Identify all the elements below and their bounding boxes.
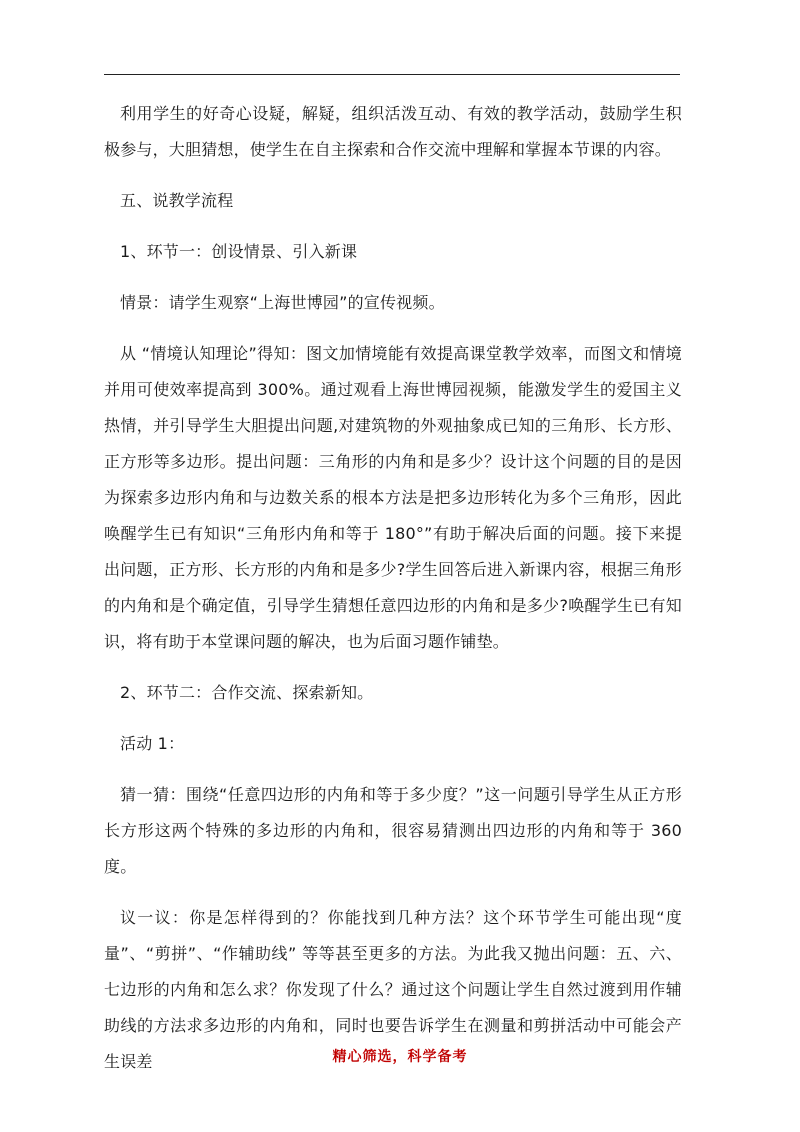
- paragraph-discuss: 议一议：你是怎样得到的？你能找到几种方法？这个环节学生可能出现“度量”、“剪拼”、“作辅助线” 等等甚至更多的方法。为此我又抛出问题：五、六、七边形的内角和怎么求？你发现了什么？通过这个问题让学生自然过渡到用作辅助线的方法求多边形的内角和，同时也要告诉学生在测量和剪拼活动中可能会产生误差: [104, 908, 682, 1071]
- paragraph-guess: 猜一猜：围绕“任意四边形的内角和等于多少度？”这一问题引导学生从正方形长方形这两个特殊的多边形的内角和，很容易猜测出四边形的内角和等于 360 度。: [104, 785, 682, 876]
- paragraph-scenario: 情景：请学生观察“上海世博园”的宣传视频。: [120, 293, 445, 312]
- page-footer: 精心筛选，科学备考: [332, 1049, 468, 1065]
- paragraph-intro: 利用学生的好奇心设疑，解疑，组织活泼互动、有效的教学活动，鼓励学生积极参与，大胆猜想，使学生在自主探索和合作交流中理解和掌握本节课的内容。: [104, 104, 682, 159]
- step-heading-2: 2、环节二：合作交流、探索新知。: [120, 683, 374, 702]
- section-heading-teaching-flow: 五、说教学流程: [120, 191, 234, 210]
- header-rule: [104, 74, 680, 75]
- paragraph-theory: 从 “情境认知理论”得知：图文加情境能有效提高课堂教学效率，而图文和情境并用可使效率提高到 300%。通过观看上海世博园视频，能激发学生的爱国主义热情，并引导学生大胆提出问题,对建筑物的外观抽象成已知的三角形、长方形、正方形等多边形。提出问题：三角形的内角和是多少？设计这个问题的目的是因为探索多边形内角和与边数关系的根本方法是把多边形转化为多个三角形，因此唤醒学生已有知识“三角形内角和等于 180°”有助于解决后面的问题。接下来提出问题，正方形、长方形的内角和是多少?学生回答后进入新课内容，根据三角形的内角和是个确定值，引导学生猜想任意四边形的内角和是多少?唤醒学生已有知识，将有助于本堂课问题的解决，也为后面习题作铺垫。: [104, 344, 682, 651]
- step-heading-1: 1、环节一：创设情景、引入新课: [120, 242, 358, 261]
- document-body: [104, 96, 682, 1095]
- activity-heading-1: 活动 1：: [120, 734, 185, 753]
